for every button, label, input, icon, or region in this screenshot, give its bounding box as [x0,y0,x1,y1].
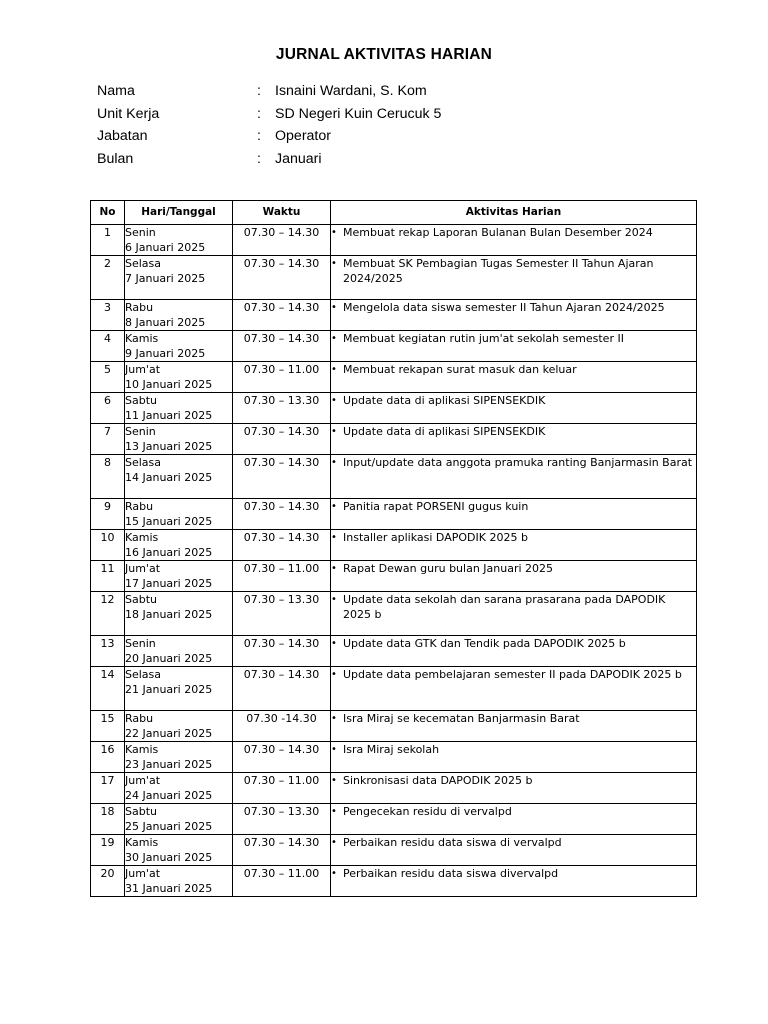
cell-aktivitas [331,835,697,866]
cell-no [91,362,125,393]
cell-aktivitas [331,393,697,424]
activity-item [331,256,696,286]
cell-no [91,866,125,897]
row-date: 17 Januari 2025 [125,577,213,590]
cell-waktu [233,835,331,866]
cell-hari-tanggal [125,773,233,804]
table-row [91,804,697,835]
cell-aktivitas [331,667,697,711]
row-day: Jum'at [125,774,161,787]
cell-aktivitas [331,636,697,667]
row-number: 5 [104,363,111,376]
row-number: 3 [104,301,111,314]
info-colon: : [257,150,261,167]
cell-waktu [233,866,331,897]
row-date: 20 Januari 2025 [125,652,213,665]
row-time: 07.30 – 14.30 [243,332,320,345]
row-number: 15 [100,712,115,725]
cell-hari-tanggal [125,393,233,424]
info-label: Unit Kerja [97,105,160,122]
row-number: 17 [100,774,115,787]
info-colon: : [257,105,261,122]
row-day: Rabu [125,301,154,314]
activity-item [331,711,696,726]
cell-aktivitas [331,331,697,362]
cell-hari-tanggal [125,561,233,592]
cell-waktu [233,561,331,592]
cell-aktivitas [331,256,697,300]
bullet-icon: • [331,563,337,574]
row-number: 20 [100,867,115,880]
header-aktivitas: Aktivitas Harian [331,201,697,225]
bullet-icon: • [331,744,337,755]
bullet-icon: • [331,532,337,543]
cell-waktu [233,636,331,667]
cell-waktu [233,331,331,362]
row-date: 30 Januari 2025 [125,851,213,864]
row-day: Senin [125,637,156,650]
cell-aktivitas [331,773,697,804]
row-number: 11 [100,562,115,575]
cell-waktu [233,742,331,773]
row-time: 07.30 – 13.30 [243,805,320,818]
row-time: 07.30 – 14.30 [243,637,320,650]
row-day: Sabtu [125,394,157,407]
cell-no [91,256,125,300]
cell-no [91,636,125,667]
cell-waktu [233,393,331,424]
info-label: Bulan [97,150,134,167]
cell-waktu [233,424,331,455]
table-row [91,636,697,667]
table-row [91,742,697,773]
row-activity: Update data sekolah dan sarana prasarana pada DAPODIK 2025 b [343,593,666,621]
cell-waktu [233,711,331,742]
cell-hari-tanggal [125,592,233,636]
cell-aktivitas [331,866,697,897]
cell-waktu [233,667,331,711]
row-number: 2 [104,257,111,270]
row-activity: Mengelola data siswa semester II Tahun Ajaran 2024/2025 [343,301,665,314]
row-date: 22 Januari 2025 [125,727,213,740]
table-row [91,424,697,455]
row-date: 23 Januari 2025 [125,758,213,771]
activity-item [331,804,696,819]
cell-aktivitas [331,225,697,256]
cell-aktivitas [331,362,697,393]
cell-hari-tanggal [125,530,233,561]
row-activity: Isra Miraj se kecematan Banjarmasin Barat [343,712,580,725]
cell-waktu [233,300,331,331]
table-row [91,592,697,636]
info-colon: : [257,128,261,144]
cell-no [91,711,125,742]
row-activity: Panitia rapat PORSENI gugus kuin [343,500,529,513]
row-date: 11 Januari 2025 [125,409,213,422]
row-activity: Membuat rekapan surat masuk dan keluar [343,363,577,376]
row-number: 4 [104,332,111,345]
bullet-icon: • [331,258,337,269]
bullet-icon: • [331,457,337,468]
cell-hari-tanggal [125,256,233,300]
bullet-icon: • [331,227,337,238]
row-activity: Perbaikan residu data siswa divervalpd [343,867,559,880]
info-value: SD Negeri Kuin Cerucuk 5 [275,105,442,122]
bullet-icon: • [331,868,337,879]
row-time: 07.30 – 14.30 [243,226,320,239]
row-date: 31 Januari 2025 [125,882,213,895]
cell-hari-tanggal [125,742,233,773]
activity-item [331,225,696,240]
row-activity: Sinkronisasi data DAPODIK 2025 b [343,774,533,787]
activity-item [331,835,696,850]
row-day: Rabu [125,500,154,513]
cell-hari-tanggal [125,667,233,711]
bullet-icon: • [331,669,337,680]
table-row [91,561,697,592]
info-row-jabatan [97,127,441,150]
row-activity: Membuat rekap Laporan Bulanan Bulan Desember 2024 [343,226,653,239]
activity-item [331,455,696,470]
row-number: 18 [100,805,115,818]
table-header-row [91,201,697,225]
row-time: 07.30 – 14.30 [243,456,320,469]
info-value: Operator [275,128,331,144]
row-day: Kamis [125,531,159,544]
row-number: 13 [100,637,115,650]
row-date: 9 Januari 2025 [125,347,206,360]
bullet-icon: • [331,501,337,512]
activity-item [331,530,696,545]
row-date: 10 Januari 2025 [125,378,213,391]
cell-aktivitas [331,530,697,561]
row-activity: Pengecekan residu di vervalpd [343,805,512,818]
info-value: Januari [275,150,322,167]
row-number: 14 [100,668,115,681]
bullet-icon: • [331,638,337,649]
info-label: Jabatan [97,128,148,144]
row-day: Kamis [125,836,159,849]
cell-no [91,455,125,499]
bullet-icon: • [331,395,337,406]
cell-hari-tanggal [125,455,233,499]
activity-item [331,667,696,682]
info-label: Nama [97,83,135,99]
bullet-icon: • [331,806,337,817]
table-row [91,256,697,300]
cell-no [91,499,125,530]
row-date: 16 Januari 2025 [125,546,213,559]
row-day: Selasa [125,257,162,270]
cell-hari-tanggal [125,636,233,667]
cell-hari-tanggal [125,331,233,362]
row-time: 07.30 – 14.30 [243,531,320,544]
table-row [91,225,697,256]
cell-aktivitas [331,592,697,636]
cell-no [91,667,125,711]
row-day: Selasa [125,668,162,681]
cell-no [91,773,125,804]
table-row [91,530,697,561]
row-activity: Update data pembelajaran semester II pada DAPODIK 2025 b [343,668,682,681]
cell-aktivitas [331,424,697,455]
row-time: 07.30 – 14.30 [243,425,320,438]
row-date: 8 Januari 2025 [125,316,206,329]
row-time: 07.30 – 11.00 [243,363,320,376]
row-day: Jum'at [125,867,161,880]
table-row [91,455,697,499]
row-activity: Rapat Dewan guru bulan Januari 2025 [343,562,554,575]
row-time: 07.30 – 14.30 [243,301,320,314]
cell-hari-tanggal [125,300,233,331]
row-number: 8 [104,456,111,469]
cell-no [91,561,125,592]
table-row [91,300,697,331]
row-day: Sabtu [125,805,157,818]
bullet-icon: • [331,837,337,848]
row-date: 18 Januari 2025 [125,608,213,621]
row-activity: Update data di aplikasi SIPENSEKDIK [343,394,546,407]
row-day: Jum'at [125,363,161,376]
row-number: 7 [104,425,111,438]
row-day: Kamis [125,332,159,345]
cell-waktu [233,499,331,530]
row-day: Sabtu [125,593,157,606]
row-date: 6 Januari 2025 [125,241,206,254]
row-number: 10 [100,531,115,544]
table-row [91,835,697,866]
bullet-icon: • [331,426,337,437]
row-time: 07.30 – 14.30 [243,500,320,513]
cell-no [91,393,125,424]
row-date: 21 Januari 2025 [125,683,213,696]
cell-waktu [233,804,331,835]
cell-waktu [233,362,331,393]
row-number: 9 [104,500,111,513]
activity-item [331,499,696,514]
info-row-bulan [97,150,441,173]
cell-hari-tanggal [125,804,233,835]
cell-hari-tanggal [125,711,233,742]
cell-no [91,424,125,455]
row-time: 07.30 -14.30 [246,712,317,725]
page-title: JURNAL AKTIVITAS HARIAN [275,46,493,63]
row-activity: Isra Miraj sekolah [343,743,440,756]
cell-aktivitas [331,499,697,530]
table-row [91,711,697,742]
table-row [91,362,697,393]
row-number: 6 [104,394,111,407]
cell-aktivitas [331,300,697,331]
row-time: 07.30 – 11.00 [243,562,320,575]
row-activity: Input/update data anggota pramuka ranting Banjarmasin Barat [343,456,693,469]
info-row-nama [97,82,441,105]
row-day: Jum'at [125,562,161,575]
cell-aktivitas [331,455,697,499]
activity-item [331,393,696,408]
activity-item [331,866,696,881]
row-time: 07.30 – 13.30 [243,394,320,407]
row-activity: Update data di aplikasi SIPENSEKDIK [343,425,546,438]
activity-item [331,300,696,315]
row-time: 07.30 – 14.30 [243,257,320,270]
activity-item [331,424,696,439]
cell-no [91,742,125,773]
activity-item [331,636,696,651]
row-date: 24 Januari 2025 [125,789,213,802]
cell-waktu [233,256,331,300]
activity-item [331,592,696,622]
activity-item [331,362,696,377]
cell-no [91,300,125,331]
cell-waktu [233,530,331,561]
cell-no [91,225,125,256]
row-time: 07.30 – 14.30 [243,743,320,756]
activity-item [331,773,696,788]
row-activity: Installer aplikasi DAPODIK 2025 b [343,531,528,544]
row-time: 07.30 – 11.00 [243,867,320,880]
table-row [91,331,697,362]
cell-no [91,592,125,636]
bullet-icon: • [331,364,337,375]
table-row [91,773,697,804]
row-day: Rabu [125,712,154,725]
row-activity: Membuat SK Pembagian Tugas Semester II Tahun Ajaran 2024/2025 [343,257,654,285]
row-number: 19 [100,836,115,849]
cell-hari-tanggal [125,499,233,530]
activity-item [331,561,696,576]
cell-aktivitas [331,742,697,773]
row-time: 07.30 – 13.30 [243,593,320,606]
row-time: 07.30 – 14.30 [243,836,320,849]
cell-waktu [233,225,331,256]
cell-hari-tanggal [125,362,233,393]
info-block [97,82,441,172]
table-row [91,866,697,897]
bullet-icon: • [331,333,337,344]
bullet-icon: • [331,302,337,313]
row-date: 14 Januari 2025 [125,471,213,484]
bullet-icon: • [331,594,337,605]
cell-no [91,331,125,362]
cell-hari-tanggal [125,866,233,897]
header-waktu: Waktu [233,201,331,225]
row-date: 15 Januari 2025 [125,515,213,528]
table-row [91,393,697,424]
row-number: 16 [100,743,115,756]
activity-item [331,742,696,757]
cell-hari-tanggal [125,424,233,455]
info-row-unit-kerja [97,105,441,128]
cell-waktu [233,455,331,499]
row-day: Kamis [125,743,159,756]
row-time: 07.30 – 14.30 [243,668,320,681]
row-day: Selasa [125,456,162,469]
table-row [91,667,697,711]
row-activity: Perbaikan residu data siswa di vervalpd [343,836,562,849]
row-date: 25 Januari 2025 [125,820,213,833]
info-value: Isnaini Wardani, S. Kom [275,83,427,99]
row-number: 1 [104,226,111,239]
row-date: 7 Januari 2025 [125,272,206,285]
activity-table [90,200,697,897]
cell-aktivitas [331,804,697,835]
cell-hari-tanggal [125,835,233,866]
row-activity: Membuat kegiatan rutin jum'at sekolah semester II [343,332,624,345]
cell-waktu [233,592,331,636]
info-colon: : [257,83,261,99]
cell-waktu [233,773,331,804]
cell-aktivitas [331,561,697,592]
bullet-icon: • [331,775,337,786]
header-hari-tanggal: Hari/Tanggal [125,201,233,225]
activity-item [331,331,696,346]
row-date: 13 Januari 2025 [125,440,213,453]
row-day: Senin [125,226,156,239]
row-day: Senin [125,425,156,438]
row-number: 12 [100,593,115,606]
cell-aktivitas [331,711,697,742]
cell-hari-tanggal [125,225,233,256]
table-row [91,499,697,530]
cell-no [91,835,125,866]
header-no: No [91,201,125,225]
bullet-icon: • [331,713,337,724]
row-activity: Update data GTK dan Tendik pada DAPODIK 2025 b [343,637,626,650]
cell-no [91,530,125,561]
cell-no [91,804,125,835]
row-time: 07.30 – 11.00 [243,774,320,787]
